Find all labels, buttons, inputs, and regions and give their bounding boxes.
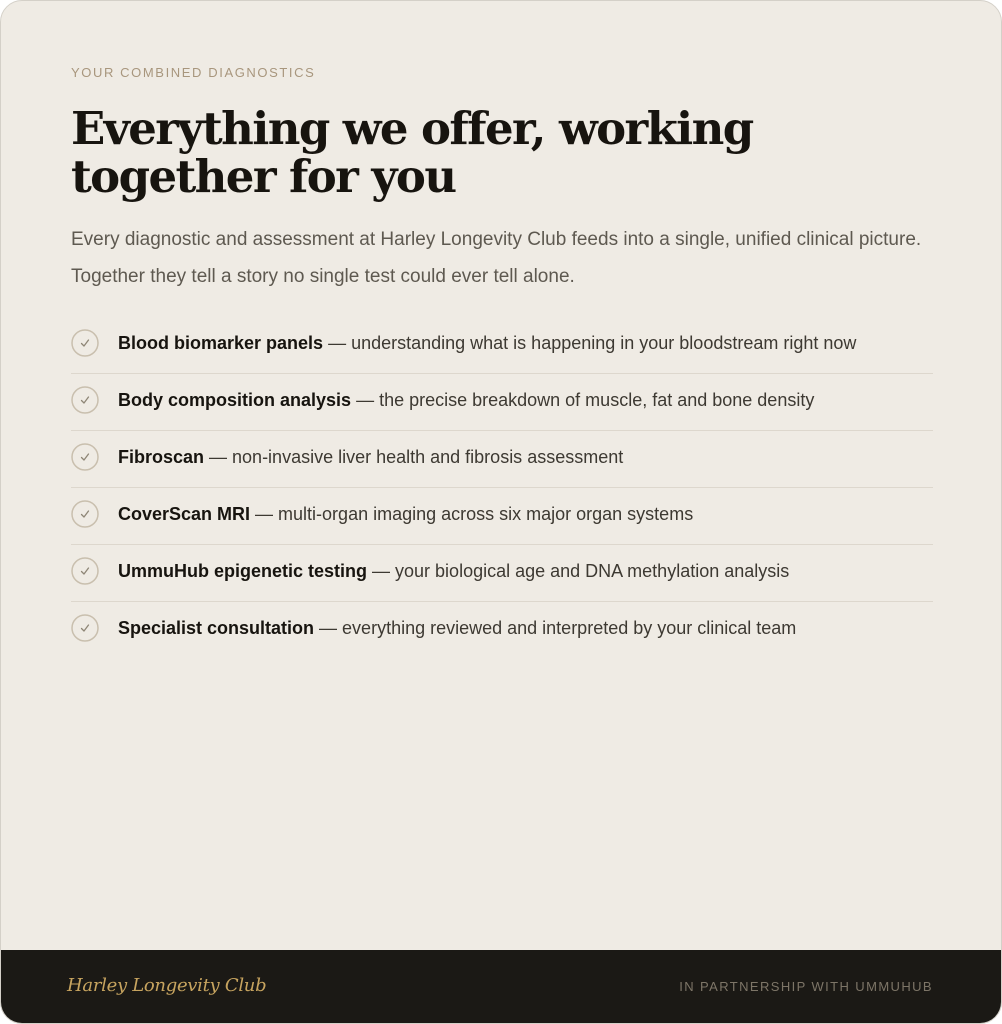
check-circle-icon xyxy=(71,386,99,414)
intro-paragraph: Every diagnostic and assessment at Harley Longevity Club feeds into a single, unified clinical picture. Together they tell a story no single test could ever tell alone. xyxy=(71,229,922,287)
list-item-text xyxy=(118,614,796,643)
list-item-description: — multi-organ imaging across six major organ systems xyxy=(250,504,694,524)
check-circle-icon xyxy=(71,557,99,585)
list-item-description: — your biological age and DNA methylation analysis xyxy=(367,561,790,581)
list-item xyxy=(71,431,933,488)
eyebrow-label: YOUR COMBINED DIAGNOSTICS xyxy=(71,65,316,80)
list-item-text xyxy=(118,443,623,472)
page-title: Everything we offer, working together for you xyxy=(71,102,753,203)
footer-partner-label: IN PARTNERSHIP WITH UMMUHUB xyxy=(679,979,933,994)
check-circle-icon xyxy=(71,443,99,471)
list-item xyxy=(71,545,933,602)
list-item xyxy=(71,319,933,374)
list-item-description: — non-invasive liver health and fibrosis assessment xyxy=(204,447,624,467)
list-item-name: UmmuHub epigenetic testing xyxy=(118,561,368,581)
list-item-text xyxy=(118,557,789,586)
check-circle-icon xyxy=(71,329,99,357)
list-item-name: Fibroscan xyxy=(118,447,205,467)
footer-brand-name: Harley Longevity Club xyxy=(67,975,267,996)
footer-bar xyxy=(1,950,1001,1023)
diagnostics-checklist xyxy=(71,319,933,658)
check-circle-icon xyxy=(71,614,99,642)
list-item-name: Specialist consultation xyxy=(118,618,315,638)
list-item xyxy=(71,374,933,431)
list-item xyxy=(71,488,933,545)
check-circle-icon xyxy=(71,500,99,528)
list-item-text xyxy=(118,386,814,415)
list-item-description: — understanding what is happening in your bloodstream right now xyxy=(323,333,857,353)
list-item-name: Body composition analysis xyxy=(118,390,352,410)
list-item-text xyxy=(118,329,856,358)
list-item-name: Blood biomarker panels xyxy=(118,333,324,353)
list-item-description: — everything reviewed and interpreted by your clinical team xyxy=(314,618,797,638)
list-item-text xyxy=(118,500,693,529)
card-content xyxy=(71,65,933,658)
list-item xyxy=(71,602,933,658)
list-item-description: — the precise breakdown of muscle, fat and bone density xyxy=(351,390,815,410)
list-item-name: CoverScan MRI xyxy=(118,504,251,524)
